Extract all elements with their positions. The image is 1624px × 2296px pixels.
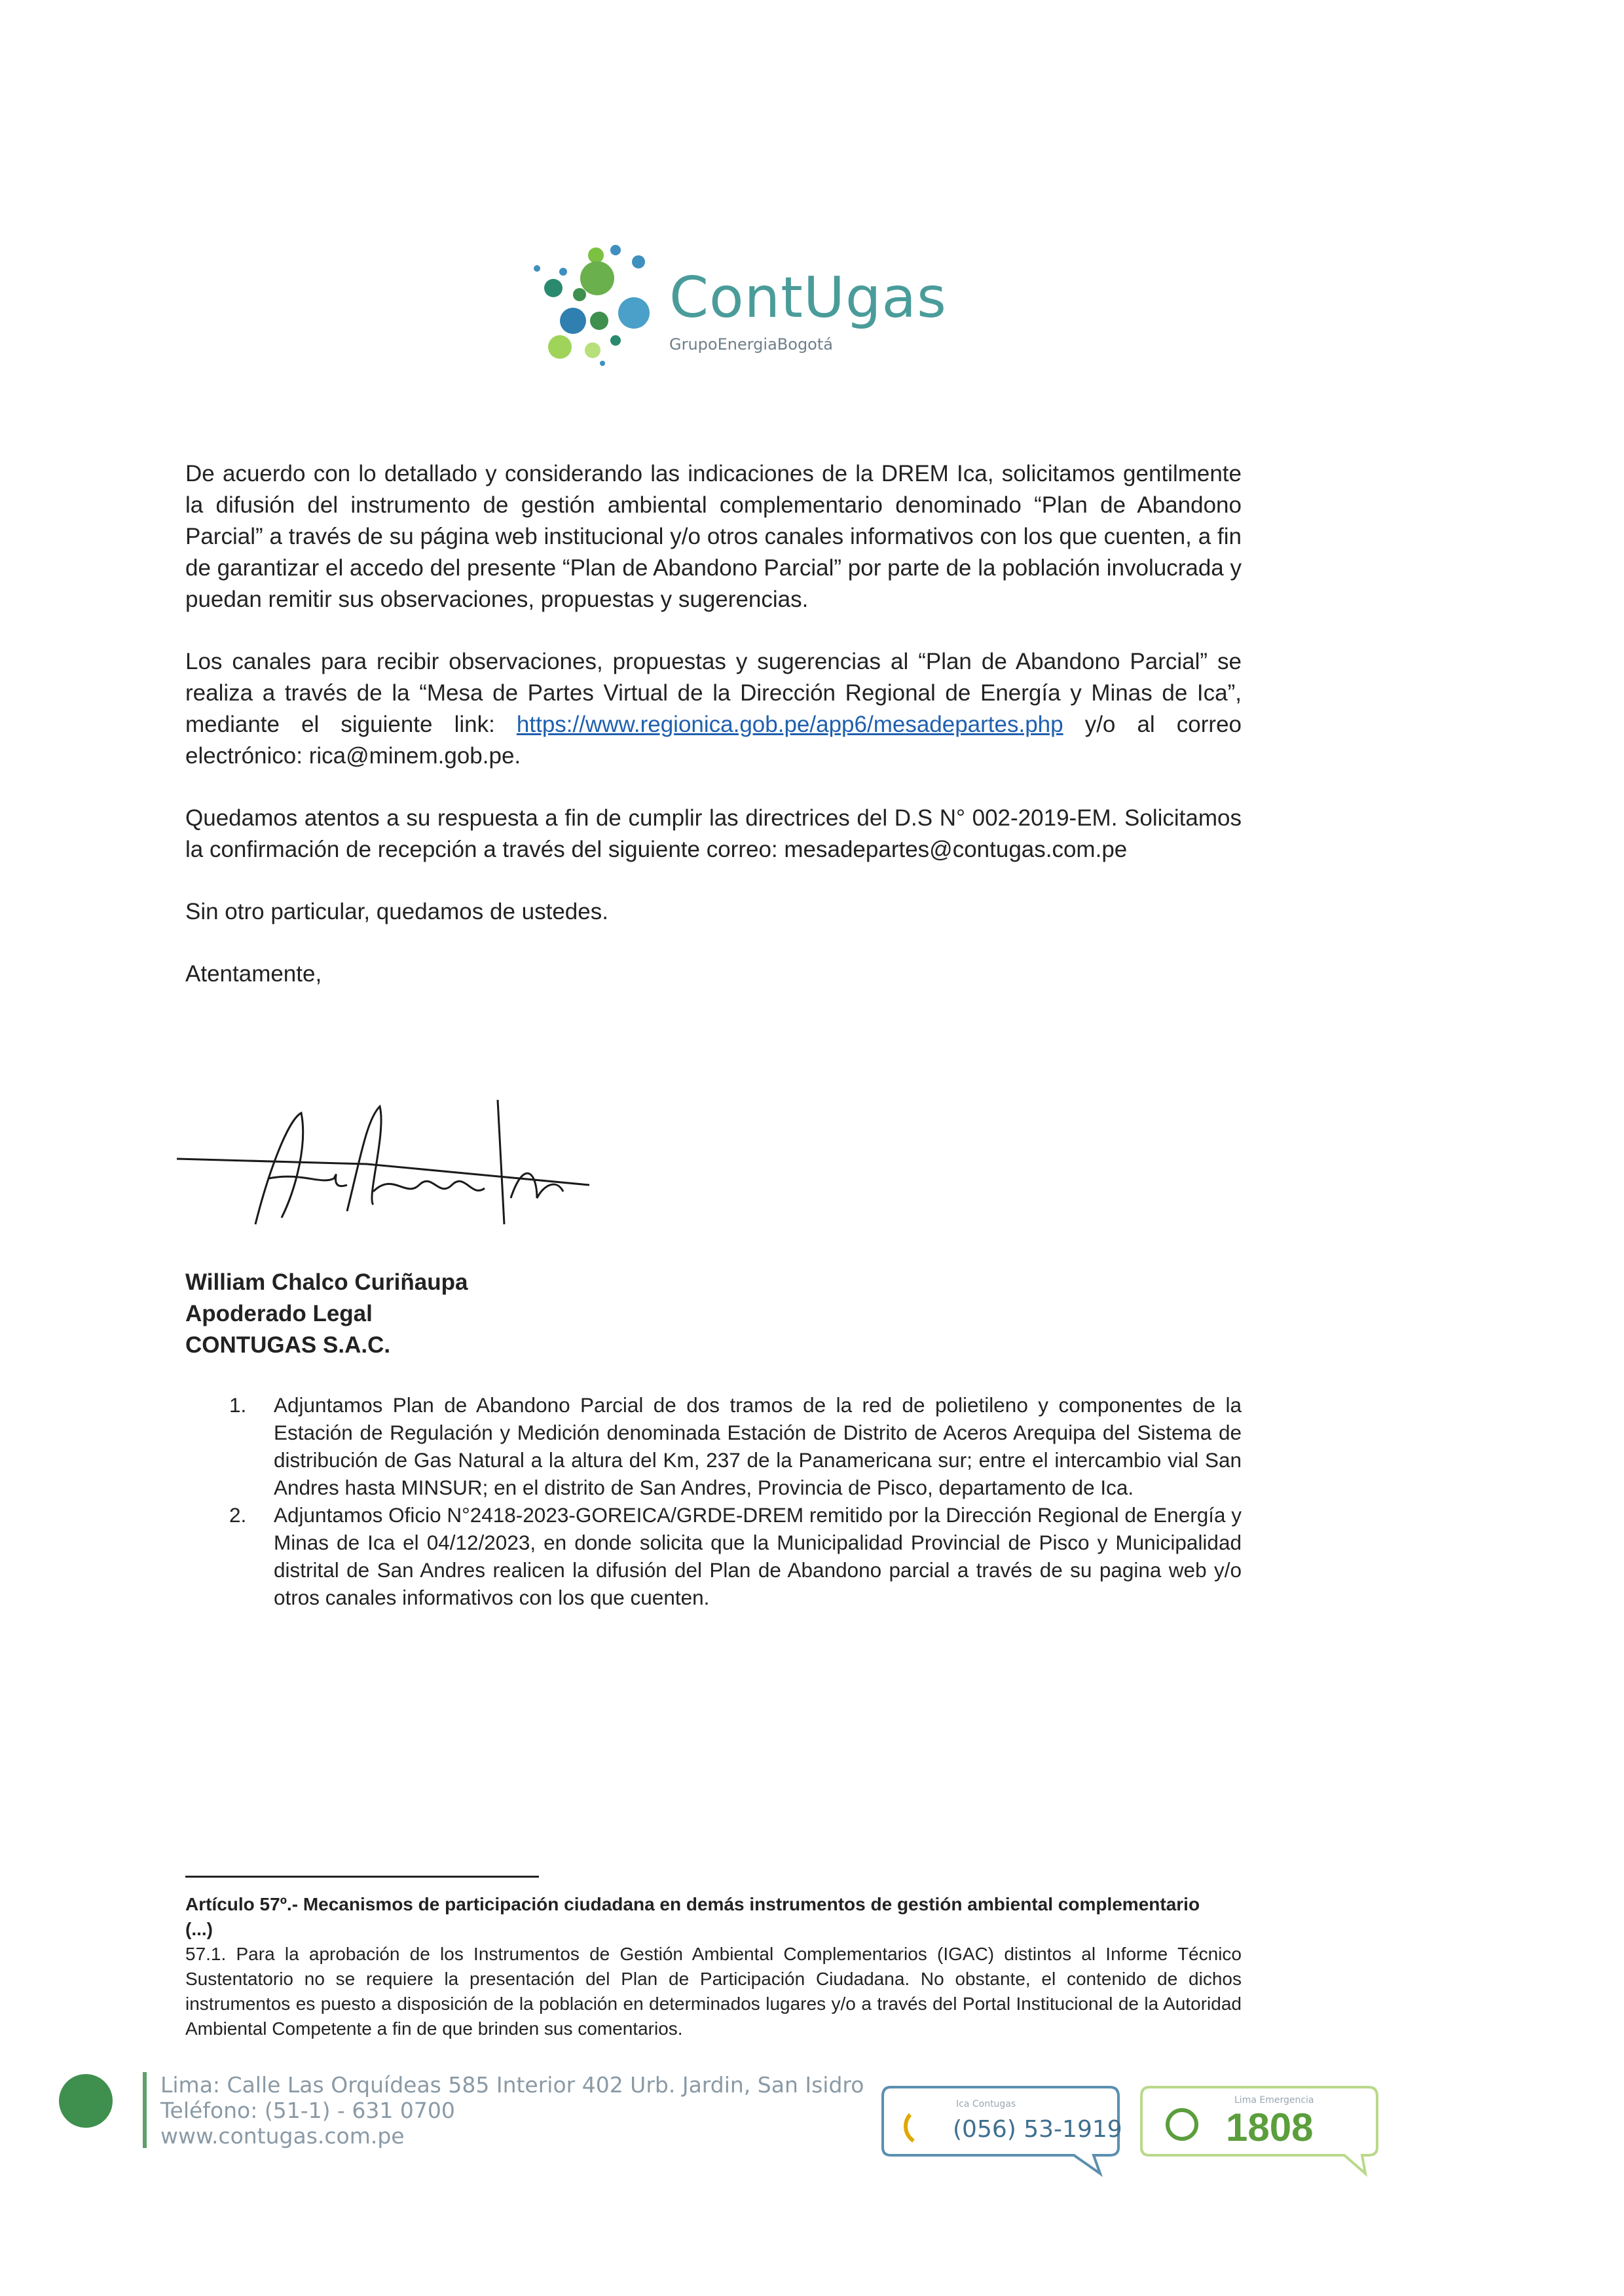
- list-item-number: 2.: [229, 1503, 247, 1527]
- company-logo: [524, 236, 947, 367]
- logo-bubbles-icon: [524, 236, 661, 367]
- logo-name: ContUgas: [669, 265, 947, 331]
- logo-subtitle: GrupoEnergiaBogotá: [669, 335, 833, 354]
- footnote-text: 57.1. Para la aprobación de los Instrumentos de Gestión Ambiental Complementarios (IGAC) distintos al Informe Técnico Sustentatorio no se requiere la presentación del Plan de Participación Ciudadana. No obstante, el contenido de dichos instrumentos es puesto a disposición de la población en determinados lugares y/o a través del Portal Institucional de la Autoridad Ambiental Competente a fin de que brinden sus comentarios.: [185, 1944, 1242, 2039]
- emergency-phone-number: 1808: [1226, 2105, 1314, 2149]
- signer-name: William Chalco Curiñaupa: [185, 1269, 468, 1295]
- footer-website: www.contugas.com.pe: [160, 2123, 405, 2149]
- letter-body: [185, 458, 1242, 1021]
- ica-phone-number: (056) 53-1919: [953, 2116, 1122, 2143]
- paragraph-closing: Sin otro particular, quedamos de ustedes.: [185, 899, 608, 924]
- footnote: [185, 1892, 1242, 2041]
- ica-phone-caption: Ica Contugas: [956, 2099, 1016, 2109]
- footer-address: Lima: Calle Las Orquídeas 585 Interior 402 Urb. Jardin, San Isidro: [160, 2072, 864, 2098]
- footer-contact: [160, 2072, 864, 2149]
- list-item-text: Adjuntamos Oficio N°2418-2023-GOREICA/GRDE-DREM remitido por la Dirección Regional de Energía y Minas de Ica el 04/12/2023, en donde solicita que la Municipalidad Provincial de Pisco y Municipalidad distrital de San Andres realicen la difusión del Plan de Abandono parcial a través de su pagina web y/o otros canales informativos con los que cuenten.: [274, 1503, 1242, 1609]
- signer-block: [185, 1267, 468, 1361]
- list-item-number: 1.: [229, 1393, 247, 1417]
- signature-icon: [170, 1093, 602, 1244]
- footnote-title: Artículo 57º.- Mecanismos de participación ciudadana en demás instrumentos de gestión ambiental complementario: [185, 1894, 1200, 1914]
- paragraph-request: De acuerdo con lo detallado y considerando las indicaciones de la DREM Ica, solicitamos gentilmente la difusión del instrumento de gestión ambiental complementario denominado “Plan de Abandono Parcial” a través de su página web institucional y/o otros canales informativos con los que cuenten, a fin de garantizar el accedo del presente “Plan de Abandono Parcial” por parte de la población involucrada y puedan remitir sus observaciones, propuestas y sugerencias.: [185, 461, 1242, 612]
- channels-text-after: y/o al correo electrónico: rica@minem.gob.pe.: [185, 712, 1242, 769]
- mesa-partes-link[interactable]: https://www.regionica.gob.pe/app6/mesadepartes.php: [516, 712, 1063, 737]
- handwritten-signature: [170, 1093, 602, 1247]
- paragraph-confirmation: Quedamos atentos a su respuesta a fin de cumplir las directrices del D.S N° 002-2019-EM. Solicitamos la confirmación de recepción a través del siguiente correo: mesadepartes@contugas.com.pe: [185, 805, 1242, 862]
- signer-role: Apoderado Legal: [185, 1301, 373, 1326]
- footer-green-dot-icon: [59, 2074, 113, 2128]
- list-item: [229, 1501, 1242, 1611]
- channels-text-before: Los canales para recibir observaciones, propuestas y sugerencias al “Plan de Abandono Parcial” se realiza a través de la “Mesa de Partes Virtual de la Dirección Regional de Energía y Minas de Ica”, mediante el siguiente link:: [185, 649, 1242, 737]
- footer-divider: [143, 2072, 147, 2148]
- attachments-list: [229, 1391, 1242, 1611]
- footnote-ellipsis: (...): [185, 1919, 213, 1939]
- paragraph-salutation: Atentamente,: [185, 961, 322, 987]
- footer-phone: Teléfono: (51-1) - 631 0700: [160, 2098, 455, 2123]
- footnote-divider: [185, 1876, 539, 1878]
- paragraph-channels: [185, 646, 1242, 772]
- emergency-phone-caption: Lima Emergencia: [1234, 2095, 1314, 2105]
- list-item: [229, 1391, 1242, 1501]
- list-item-text: Adjuntamos Plan de Abandono Parcial de dos tramos de la red de polietileno y componentes de la Estación de Regulación y Medición denominada Estación de Distrito de Aceros Arequipa del Sistema de distribución de Gas Natural a la altura del Km, 237 de la Panamericana sur; entre el intercambio vial San Andres hasta MINSUR; en el distrito de San Andres, Provincia de Pisco, departamento de Ica.: [274, 1393, 1242, 1499]
- signer-company: CONTUGAS S.A.C.: [185, 1332, 391, 1358]
